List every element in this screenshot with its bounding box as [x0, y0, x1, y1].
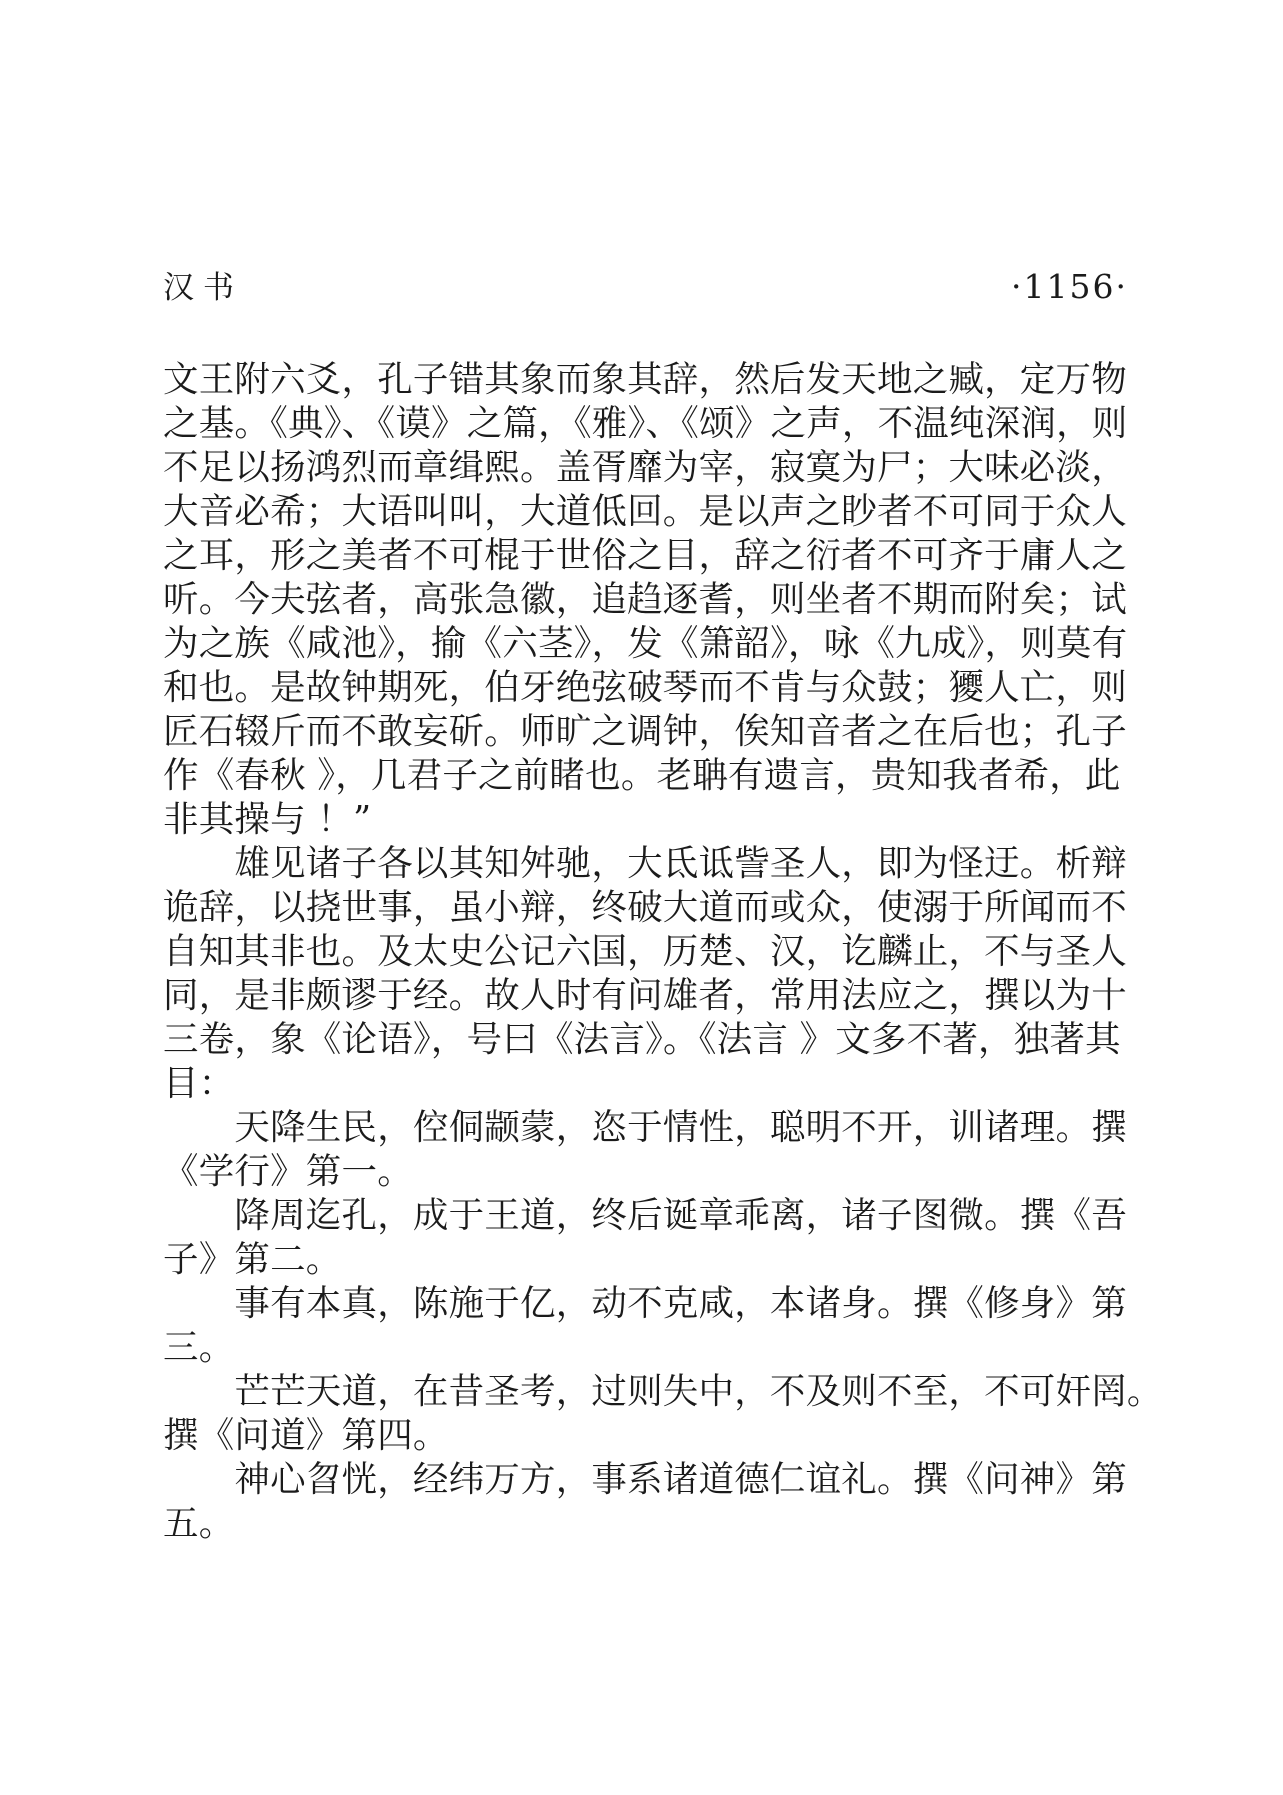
text-line: 降周迄孔，成于王道，终后诞章乖离，诸子图微。撰《吾: [163, 1195, 1127, 1236]
text-line: 《学行》第一。: [163, 1151, 413, 1192]
text-line: 天降生民，倥侗颛蒙，恣于情性，聪明不开，训诸理。撰: [163, 1107, 1127, 1148]
text-line: 不足以扬鸿烈而章缉熙。盖胥靡为宰，寂寞为尸；大味必淡，: [163, 447, 1127, 488]
text-line: 三卷，象《论语》，号曰《法言》。《法言 》文多不著，独著其: [163, 1019, 1121, 1060]
text-line: 神心曶恍，经纬万方，事系诸道德仁谊礼。撰《问神》第: [163, 1459, 1127, 1500]
page-header: [163, 262, 1128, 307]
text-line: 撰《问道》第四。: [163, 1415, 449, 1456]
text-line: 文王附六爻，孔子错其象而象其辞，然后发天地之臧，定万物: [163, 359, 1127, 400]
text-line: 自知其非也。及太史公记六国，历楚、汉，讫麟止，不与圣人: [163, 931, 1127, 972]
text-line: 目：: [163, 1063, 235, 1104]
text-line: 同，是非颇谬于经。故人时有问雄者，常用法应之，撰以为十: [163, 975, 1127, 1016]
text-line: 大音必希；大语叫叫，大道低回。是以声之眇者不可同于众人: [163, 491, 1127, 532]
text-line: 诡辞，以挠世事，虽小辩，终破大道而或众，使溺于所闻而不: [163, 887, 1127, 928]
text-line: 三。: [163, 1327, 235, 1368]
text-line: 之耳，形之美者不可棍于世俗之目，辞之衍者不可齐于庸人之: [163, 535, 1127, 576]
text-line: 子》第二。: [163, 1239, 342, 1280]
text-line: 为之族《咸池》，揄《六茎》，发《箫韶》，咏《九成》，则莫有: [163, 623, 1128, 664]
book-title: 汉书: [163, 270, 243, 306]
text-line: 五。: [163, 1503, 235, 1544]
body-text: [163, 358, 1163, 1546]
text-line: 和也。是故钟期死，伯牙绝弦破琴而不肯与众鼓；獿人亡，则: [163, 667, 1127, 708]
text-line: 匠石辍斤而不敢妄斫。师旷之调钟，俟知音者之在后也；孔子: [163, 711, 1127, 752]
text-line: 雄见诸子各以其知舛驰，大氐诋訾圣人，即为怪迂。析辩: [163, 843, 1127, 884]
text-line: 之基。《典》、《谟》之篇，《雅》、《颂》之声，不温纯深润，则: [163, 403, 1128, 444]
text-line: 作《春秋 》，几君子之前睹也。老聃有遗言，贵知我者希，此: [163, 755, 1121, 796]
text-line: 非其操与 ！”: [163, 799, 372, 840]
page-number: ·1156·: [1011, 267, 1128, 306]
text-line: 芒芒天道，在昔圣考，过则失中，不及则不至，不可奸罔。: [163, 1371, 1163, 1412]
text-line: 听。今夫弦者，高张急徽，追趋逐耆，则坐者不期而附矣；试: [163, 579, 1127, 620]
text-line: 事有本真，陈施于亿，动不克咸，本诸身。撰《修身》第: [163, 1283, 1127, 1324]
